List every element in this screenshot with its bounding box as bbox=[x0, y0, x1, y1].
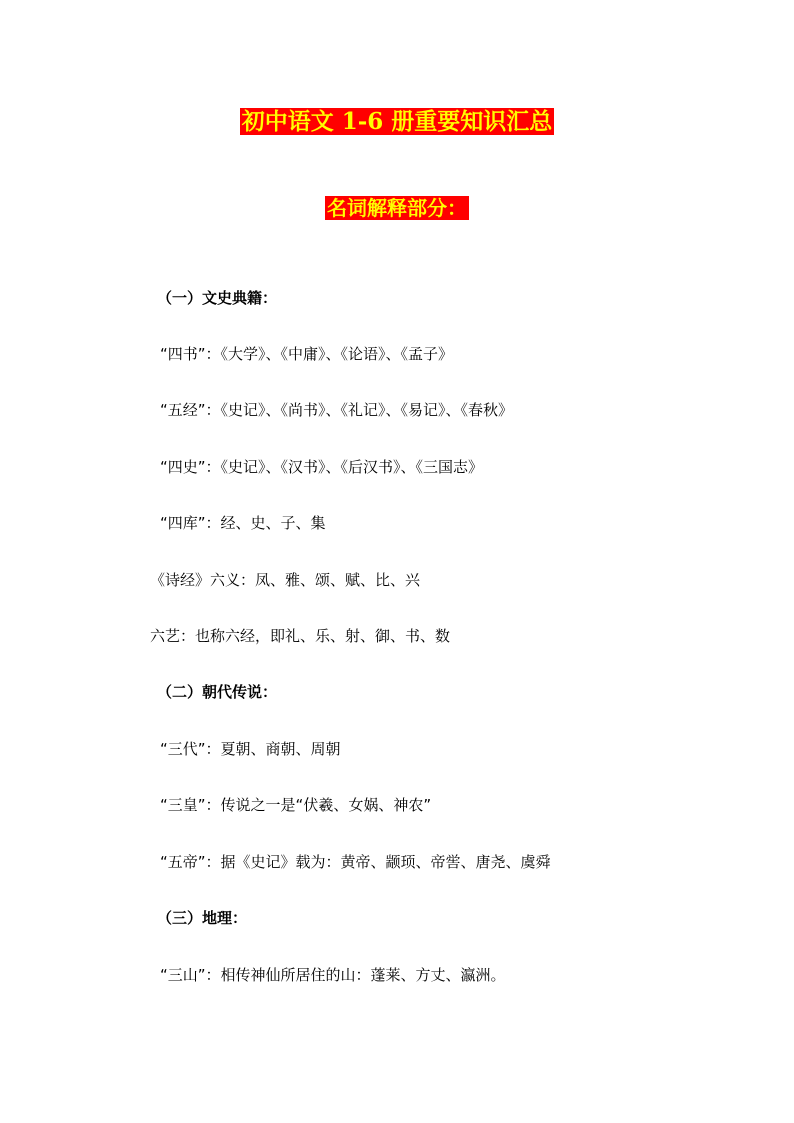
item-sanhuang: “三皇”：传说之一是“伏羲、女娲、神农” bbox=[160, 796, 432, 814]
item-wudi: “五帝”：据《史记》载为：黄帝、颛顼、帝喾、唐尧、虞舜 bbox=[160, 853, 551, 871]
item-sishi: “四史”：《史记》、《汉书》、《后汉书》、《三国志》 bbox=[160, 458, 484, 476]
document-title-text: 初中语文 1-6 册重要知识汇总 bbox=[241, 108, 553, 135]
item-sishu: “四书”：《大学》、《中庸》、《论语》、《孟子》 bbox=[160, 345, 454, 363]
item-shijing-liuyi: 《诗经》六义：凤、雅、颂、赋、比、兴 bbox=[150, 571, 421, 589]
item-liuyi: 六艺：也称六经，即礼、乐、射、御、书、数 bbox=[150, 627, 451, 645]
item-siku: “四库”：经、史、子、集 bbox=[160, 514, 326, 532]
item-sanshan: “三山”：相传神仙所居住的山：蓬莱、方丈、瀛洲。 bbox=[160, 966, 506, 984]
heading-wenshi-dianji: （一）文史典籍： bbox=[157, 289, 278, 307]
item-sandai: “三代”：夏朝、商朝、周朝 bbox=[160, 740, 341, 758]
heading-chaodai-chuanshuo: （二）朝代传说： bbox=[157, 683, 278, 701]
item-wujing: “五经”：《史记》、《尚书》、《礼记》、《易记》、《春秋》 bbox=[160, 401, 514, 419]
document-title bbox=[0, 107, 794, 137]
heading-dili: （三）地理： bbox=[157, 909, 248, 927]
section-subtitle bbox=[0, 194, 794, 222]
section-subtitle-text: 名词解释部分： bbox=[327, 196, 467, 220]
